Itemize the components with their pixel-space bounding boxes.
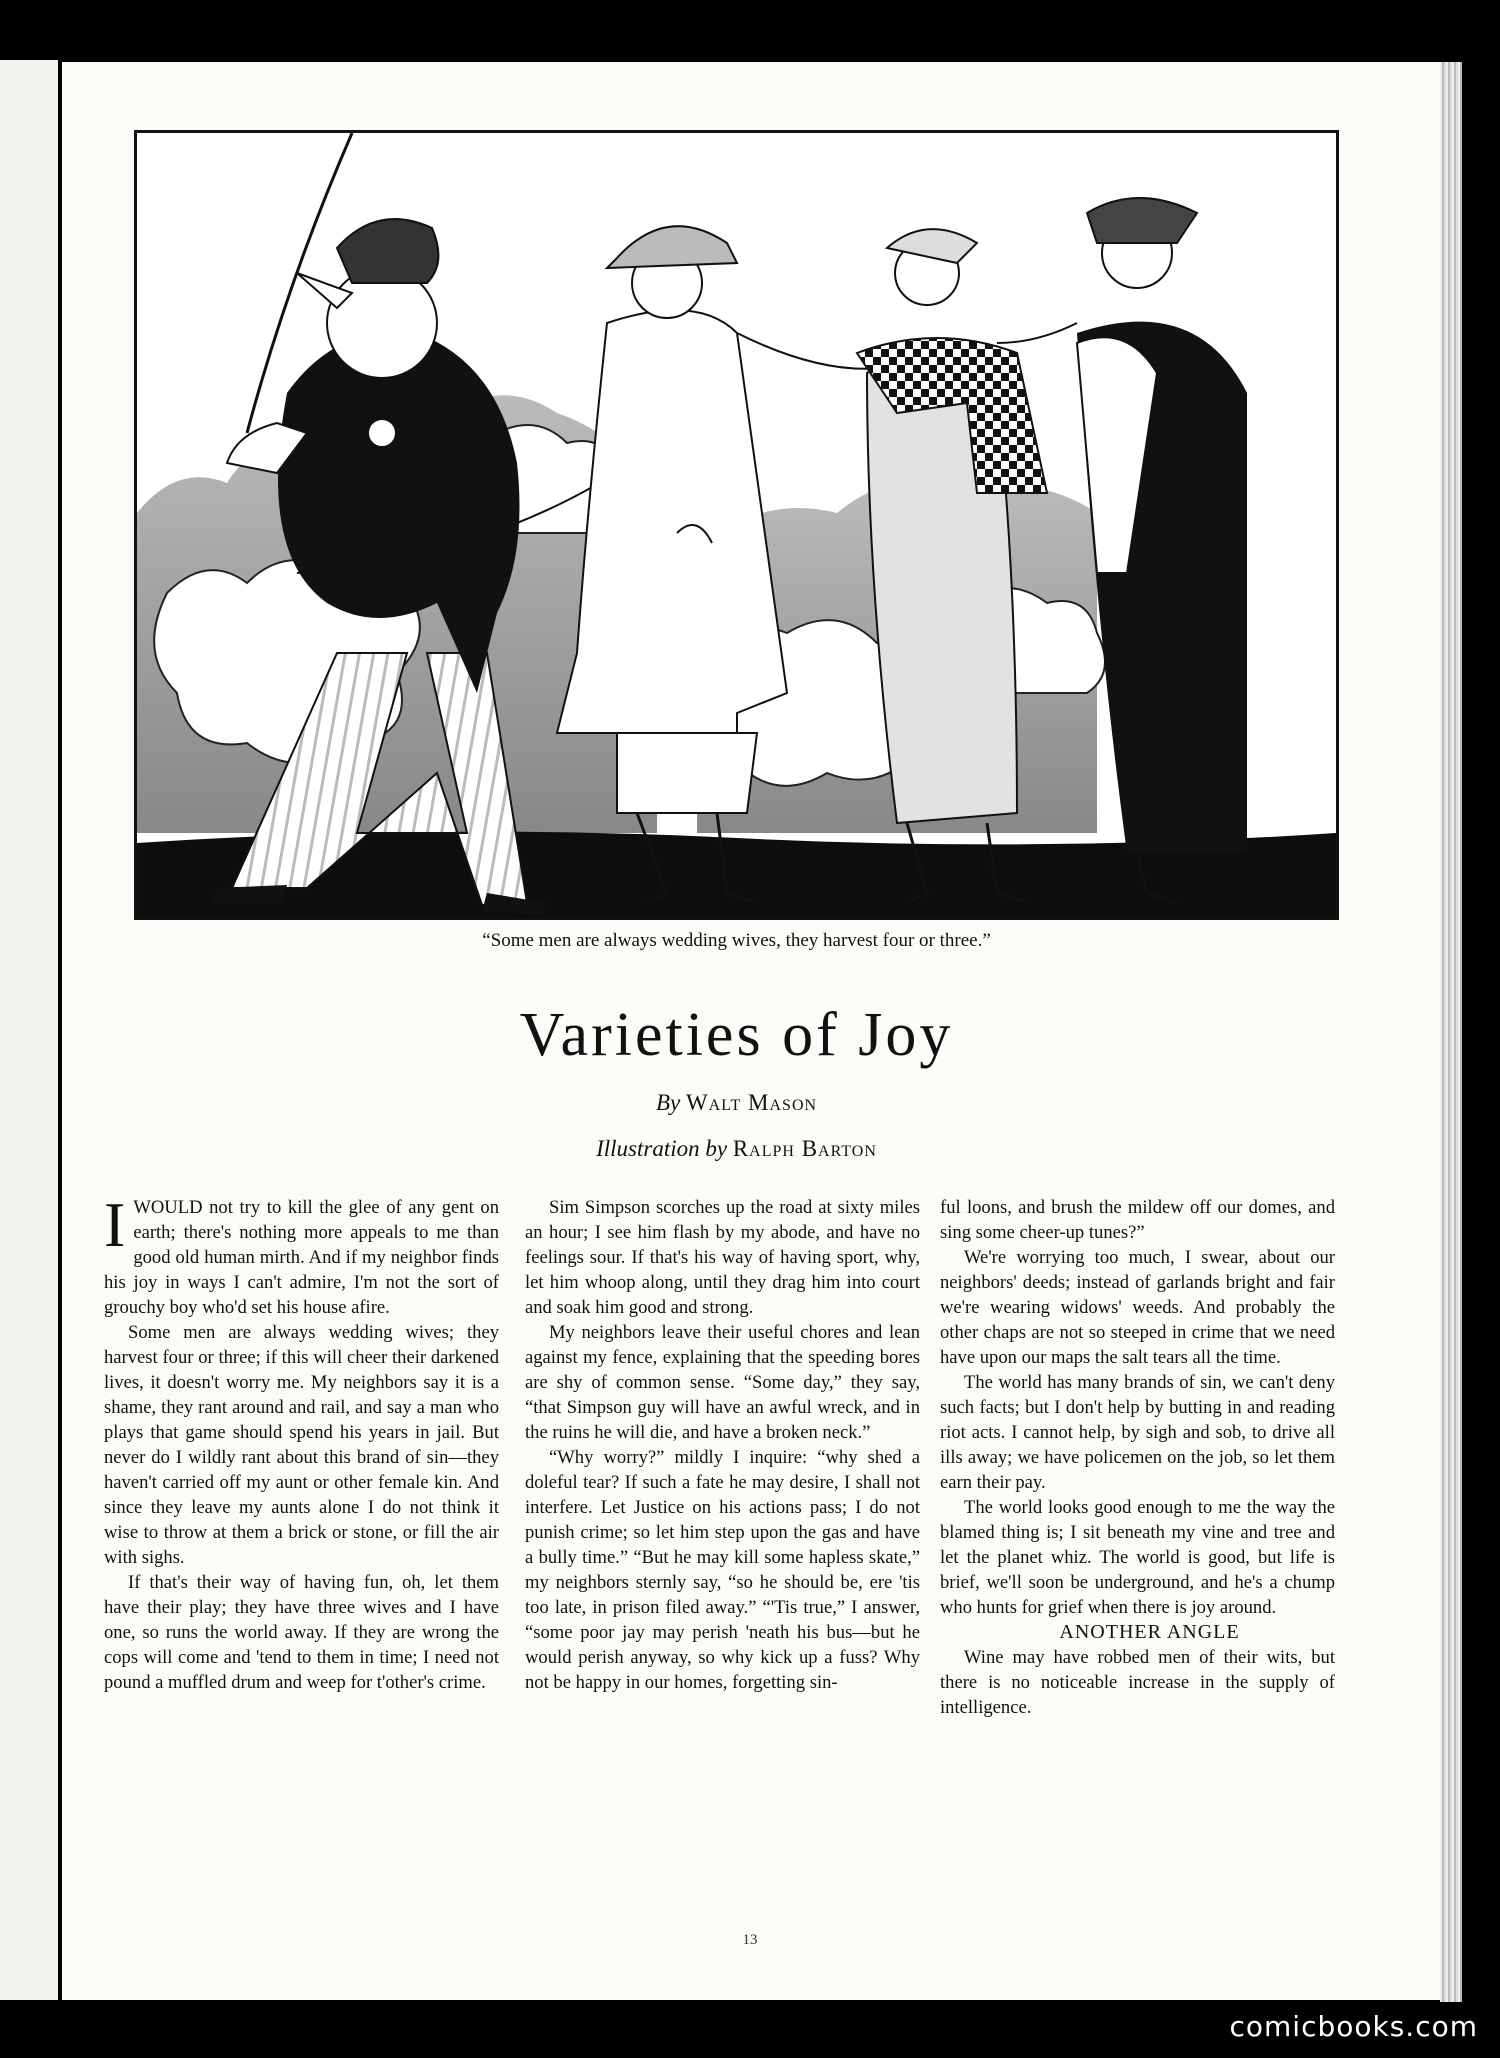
paragraph-text: WOULD not try to kill the glee of any gent on earth; there's nothing more appeals to me than good old human mirth. And if my neighbor finds his joy in ways I can't admire, I'm not the sort of grouchy boy who'd set his house afire. (104, 1197, 499, 1318)
page-number: 13 (742, 1932, 758, 1948)
cartoon-illustration (134, 130, 1339, 920)
subheading: ANOTHER ANGLE (1059, 1621, 1240, 1643)
paragraph: “Why worry?” mildly I inquire: “why shed a doleful tear? If such a fate he may desire, I shall not interfere. Let Justice on his actions pass; I do not punish crime; so let him step upon the gas and have a bully time.” “But he may kill some hapless skate,” my neighbors sternly say, “so he should be, ere 'tis too late, in prison filed away.” “'Tis true,” I answer, “some poor jay may perish 'neath his bus—but he would perish anyway, so why kick up a fuss? Why not be happy in our homes, forgetting sin- (525, 1447, 920, 1693)
drop-cap: I (104, 1189, 126, 1260)
paragraph: Wine may have robbed men of their wits, but there is no noticeable increase in the supply of intelligence. (940, 1647, 1335, 1718)
byline-by: By (655, 1090, 681, 1115)
facing-page-edge (0, 60, 58, 2000)
page-stack-edge (1440, 62, 1462, 2002)
paragraph (104, 1189, 499, 1320)
paragraph: The world looks good enough to me the way the blamed thing is; I sit beneath my vine and tree and let the planet whiz. The world is good, but life is brief, we'll soon be underground, and he's a chump who hunts for grief when there is joy around. (940, 1497, 1335, 1618)
paragraph: ful loons, and brush the mildew off our domes, and sing some cheer-up tunes?” (940, 1197, 1335, 1243)
paragraph: Sim Simpson scorches up the road at sixty miles an hour; I see him flash by my abode, and have no feelings sour. If that's his way of having sport, why, let him whoop along, until they drag him into court and soak him good and strong. (525, 1197, 920, 1318)
text-column-3 (940, 1195, 1335, 1720)
paragraph: We're worrying too much, I swear, about our neighbors' deeds; instead of garlands bright and fair we're wearing widows' weeds. And probably the other chaps are not so steeped in crime that we need have upon our maps the salt tears all the time. (940, 1247, 1335, 1368)
paragraph: If that's their way of having fun, oh, let them have their play; they have three wives and I have one, so runs the world away. If they are wrong the cops will come and 'tend to them in time; I need not pound a muffled drum and weep for t'other's crime. (104, 1572, 499, 1693)
paragraph: My neighbors leave their useful chores and lean against my fence, explaining that the speeding bores are shy of common sense. “Some day,” they say, “that Simpson guy will have an awful wreck, and in the ruins he will die, and have a broken neck.” (525, 1322, 920, 1443)
text-column-2 (525, 1195, 920, 1695)
text-column-1 (104, 1189, 499, 1695)
watermark: comicbooks.com (1229, 2010, 1478, 2043)
illustration-caption: “Some men are always wedding wives, they harvest four or three.” (482, 930, 991, 951)
byline (134, 1090, 1339, 1116)
byline-author: Walt Mason (685, 1090, 818, 1115)
paragraph: Some men are always wedding wives; they harvest four or three; if this will cheer their darkened lives, it doesn't worry me. My neighbors say it is a shame, they rant around and rail, and say a man who plays that game should spend his years in jail. But never do I wildly rant about this brand of sin—they haven't carried off my aunt or other female kin. And since they leave my aunts alone I do not think it wise to throw at them a brick or stone, or fill the air with sighs. (104, 1322, 499, 1568)
woman-figure-3 (1077, 198, 1247, 903)
article-title: Varieties of Joy (519, 1001, 954, 1069)
illustration-credit (134, 1136, 1339, 1162)
paragraph: The world has many brands of sin, we can't deny such facts; but I don't help by butting in and reading riot acts. I cannot help, by sigh and sob, to drive all ills away; we have policemen on the job, so let them earn their pay. (940, 1372, 1335, 1493)
illustration-credit-label: Illustration by (596, 1136, 728, 1161)
illustration-credit-artist: Ralph Barton (732, 1136, 877, 1161)
procession-drawing (137, 133, 1336, 917)
